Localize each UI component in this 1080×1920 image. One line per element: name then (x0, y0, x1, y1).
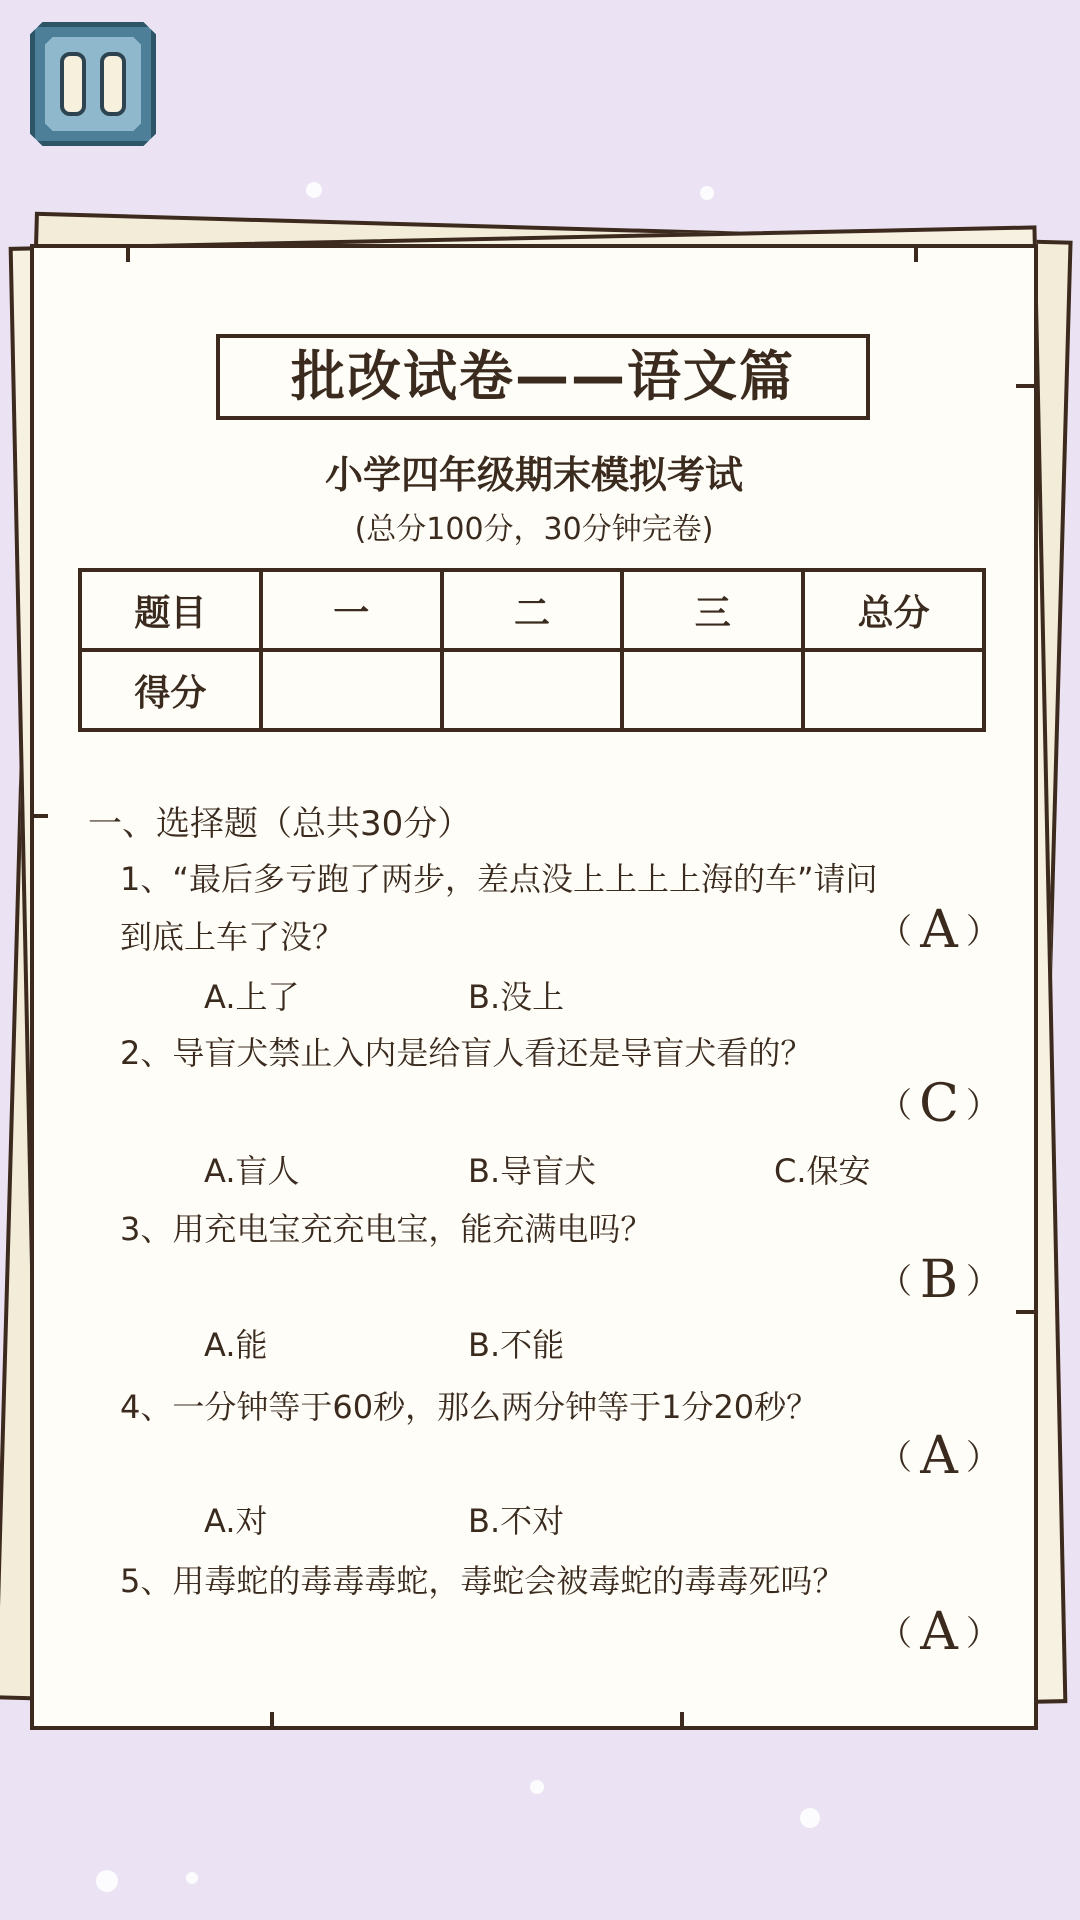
question-text (120, 850, 1010, 966)
bracket-open: （ (878, 1086, 912, 1126)
exam-subtitle: 小学四年级期末模拟考试 (324, 453, 743, 497)
answer-letter: B (919, 1250, 959, 1310)
sparkle (800, 1808, 820, 1828)
option[interactable]: A.能 (204, 1326, 268, 1364)
answer-slot[interactable] (878, 1074, 1000, 1134)
question-line: 4、一分钟等于60秒，那么两分钟等于1分20秒？ (120, 1388, 819, 1426)
option[interactable]: B.不能 (468, 1326, 565, 1364)
paper-tick (1016, 384, 1038, 388)
bracket-open: （ (878, 912, 912, 952)
pause-icon (100, 52, 126, 116)
answer-letter: A (920, 900, 958, 960)
answer-letter: A (920, 1426, 958, 1486)
answer-slot[interactable] (878, 1426, 1000, 1486)
paper-tick (680, 1712, 684, 1730)
score-cell (803, 650, 984, 730)
bracket-open: （ (878, 1614, 912, 1654)
option[interactable]: B.导盲犬 (468, 1152, 597, 1190)
question-line: 2、导盲犬禁止入内是给盲人看还是导盲犬看的？ (120, 1034, 813, 1072)
score-header-cell: 一 (261, 570, 442, 650)
question-line: 3、用充电宝充充电宝，能充满电吗？ (120, 1210, 653, 1248)
question-line: 到底上车了没？ (120, 918, 345, 956)
question-text (120, 1200, 1010, 1258)
paper-tick (30, 814, 48, 818)
paper-tick (270, 1712, 274, 1730)
question-line: 5、用毒蛇的毒毒毒蛇，毒蛇会被毒蛇的毒毒死吗？ (120, 1562, 845, 1600)
score-header-cell: 总分 (803, 570, 984, 650)
section-title: 一、选择题（总共30分） (88, 804, 472, 844)
score-table (78, 568, 986, 732)
answer-slot[interactable] (878, 1602, 1000, 1662)
pause-button[interactable] (30, 22, 156, 146)
option[interactable]: B.不对 (468, 1502, 565, 1540)
answer-letter: C (919, 1074, 959, 1134)
score-cell (261, 650, 442, 730)
exam-paper (30, 244, 1038, 1730)
paper-tick (126, 244, 130, 262)
score-table-header-row (80, 570, 984, 650)
pause-icon (60, 52, 86, 116)
answer-slot[interactable] (878, 1250, 1000, 1310)
option[interactable]: A.上了 (204, 978, 300, 1016)
sparkle (700, 186, 714, 200)
sparkle (306, 182, 322, 198)
bracket-close: ） (966, 1438, 1000, 1478)
option[interactable]: A.盲人 (204, 1152, 300, 1190)
question-text (120, 1378, 1010, 1436)
paper-tick (914, 244, 918, 262)
sparkle (186, 1872, 198, 1884)
bracket-open: （ (878, 1262, 912, 1302)
answer-letter: A (920, 1602, 958, 1662)
option[interactable]: B.没上 (468, 978, 565, 1016)
bracket-close: ） (966, 912, 1000, 952)
question-line: 1、“最后多亏跑了两步，差点没上上上上海的车”请问 (120, 860, 878, 898)
answer-slot[interactable] (878, 900, 1000, 960)
sparkle (530, 1780, 544, 1794)
option[interactable]: C.保安 (774, 1152, 871, 1190)
question-text (120, 1552, 1010, 1610)
option[interactable]: A.对 (204, 1502, 268, 1540)
score-header-cell: 二 (442, 570, 623, 650)
bracket-open: （ (878, 1438, 912, 1478)
score-row-label: 得分 (80, 650, 261, 730)
sparkle (96, 1870, 118, 1892)
score-header-cell: 三 (622, 570, 803, 650)
paper-tick (1016, 1310, 1038, 1314)
bracket-close: ） (966, 1614, 1000, 1654)
exam-title: 批改试卷——语文篇 (216, 334, 870, 420)
bracket-close: ） (966, 1086, 1000, 1126)
score-header-cell: 题目 (80, 570, 261, 650)
score-cell (622, 650, 803, 730)
question-text (120, 1024, 1010, 1082)
score-cell (442, 650, 623, 730)
score-table-score-row (80, 650, 984, 730)
bracket-close: ） (966, 1262, 1000, 1302)
exam-note: (总分100分，30分钟完卷) (354, 512, 714, 547)
